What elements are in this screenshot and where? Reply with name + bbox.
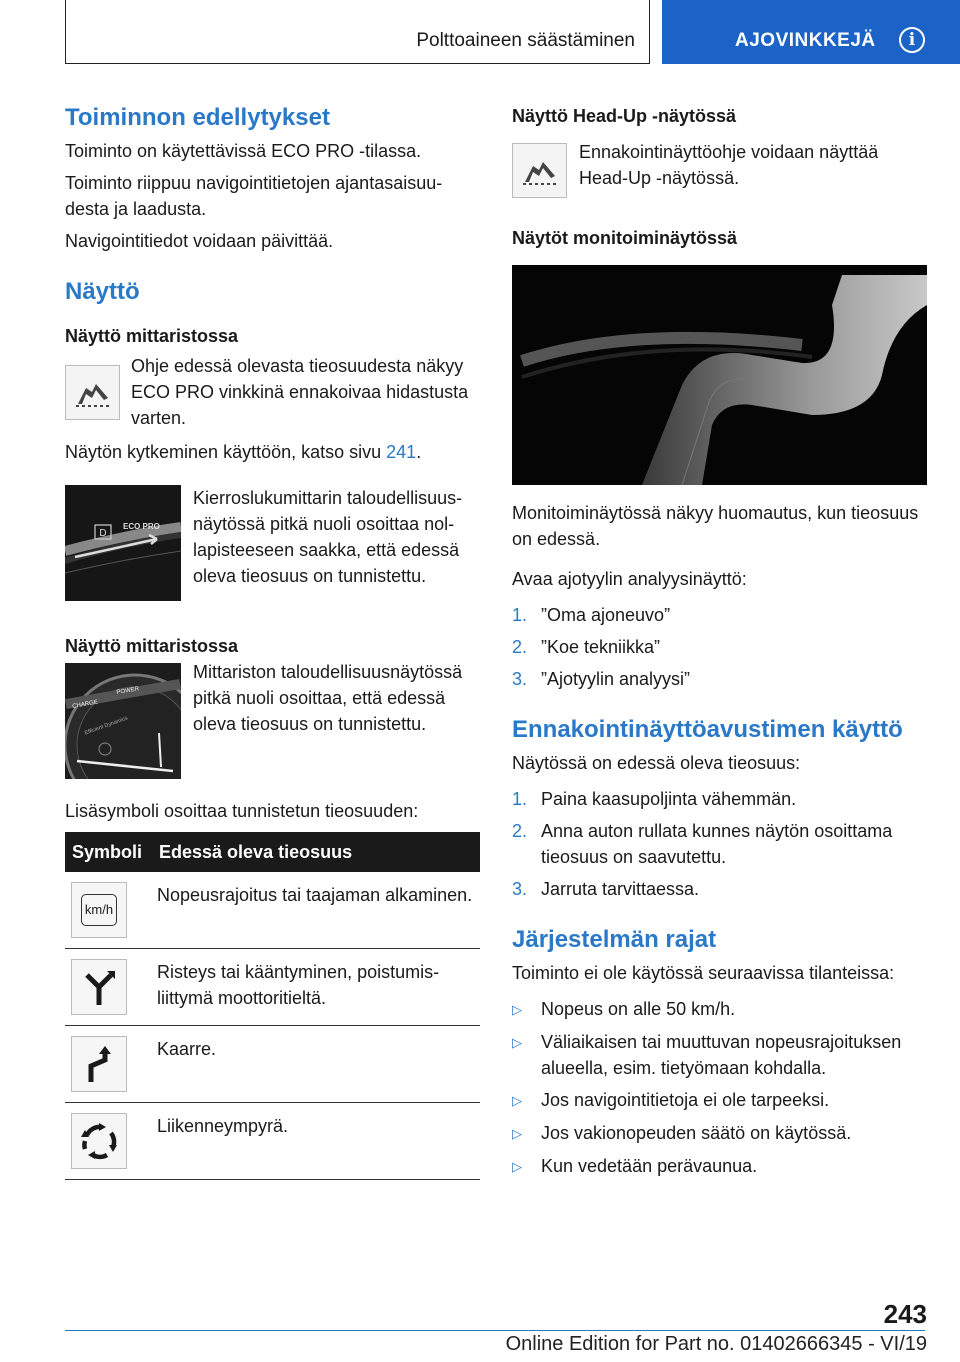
- enable-paragraph: Näytön kytkeminen käyttöön, katso sivu 241.: [65, 442, 422, 462]
- list-item: 2. ”Koe tekniikka”: [512, 637, 661, 657]
- limits-list: [512, 996, 927, 1180]
- list-item: ▷ Jos navigointitietoja ei ole tarpeeksi.: [512, 1090, 830, 1110]
- list-item: 3. Jarruta tarvittaessa.: [512, 879, 700, 899]
- table-row: [65, 1026, 480, 1103]
- table-row: [65, 872, 480, 949]
- cluster1-text: Ohje edessä olevasta tieosuudesta näkyy ECO PRO vinkkinä ennakoivaa hidastusta varten.: [131, 356, 469, 428]
- eco-pro-tip-icon: [65, 365, 120, 420]
- list-item: 3. ”Ajotyylin analyysi”: [512, 669, 691, 689]
- list-item: 2. Anna auton rullata kunnes näytön osoittama tieosuus on saavutettu.: [512, 821, 893, 867]
- table-cell-desc: Kaarre.: [157, 1026, 480, 1103]
- cluster2-text: Mittariston taloudellisuusnäytössä pitkä nuoli osoittaa, että edessä oleva tieosuus on tunnistettu.: [193, 662, 463, 734]
- list-item: ▷ Nopeus on alle 50 km/h.: [512, 999, 736, 1019]
- efficiency-gauge-row: [65, 663, 480, 784]
- heading-hud: Näyttö Head-Up -näytössä: [512, 106, 737, 126]
- hud-text: Ennakointinäyttöohje voidaan näyttää Head-Up -näytössä.: [579, 142, 879, 188]
- heading-prerequisites: Toiminnon edellytykset: [65, 104, 330, 131]
- list-item: ▷ Väliaikaisen tai muuttuvan nopeusrajoituksen alueella, esim. tietyömaan kohdalla.: [512, 1032, 902, 1078]
- gauge-charge: CHARGE: [71, 699, 99, 710]
- hud-row: [512, 139, 927, 198]
- heading-display: Näyttö: [65, 278, 140, 305]
- list-item: ▷ Kun vedetään perävaunua.: [512, 1156, 758, 1176]
- heading-limits: Järjestelmän rajat: [512, 926, 717, 953]
- paragraph: Toiminto riippuu navigointitietojen ajantasaisuudesta ja laadusta.: [65, 173, 443, 219]
- table-cell-desc: Nopeusrajoitus tai taajaman alkaminen.: [157, 872, 480, 949]
- table-row: [65, 1103, 480, 1180]
- info-icon[interactable]: i: [899, 27, 925, 53]
- page-number: 243: [883, 1299, 927, 1329]
- symbol-table: [65, 832, 480, 1180]
- table-row: [65, 949, 480, 1026]
- open-text: Avaa ajotyylin analyysinäyttö:: [512, 569, 747, 589]
- rev-counter-image: [65, 485, 181, 606]
- list-item: 1. ”Oma ajoneuvo”: [512, 605, 671, 625]
- header-section-box: [65, 0, 650, 64]
- roundabout-icon: [71, 1113, 127, 1169]
- footer-divider: [65, 1330, 925, 1331]
- table-cell-desc: Liikenneympyrä.: [157, 1103, 480, 1180]
- paragraph: Toiminto on käytettävissä ECO PRO -tilassa.: [65, 141, 422, 161]
- edition-text: Online Edition for Part no. 01402666345 - VI/19: [505, 1333, 927, 1355]
- tab-ajovinkkeja[interactable]: [662, 0, 960, 64]
- table-header-desc: Edessä oleva tieosuus: [157, 832, 480, 872]
- heading-use: Ennakointinäyttöavustimen käyttö: [512, 716, 903, 743]
- rev-label-eco: ECO PRO: [123, 522, 160, 531]
- hud-tip-icon: [512, 143, 567, 198]
- junction-icon: [71, 959, 127, 1015]
- right-column: [512, 100, 927, 1180]
- list-item: 1. Paina kaasupoljinta vähemmän.: [512, 789, 797, 809]
- efficiency-gauge-image: [65, 663, 181, 784]
- rev-counter-text: Kierroslukumittarin taloudellisuusnäytössä pitkä nuoli osoittaa nollapisteeseen saakka, että edessä oleva tieosuus on tunnistettu.: [193, 488, 463, 586]
- rev-counter-row: [65, 485, 480, 606]
- left-column: [65, 100, 480, 1180]
- tab-label: AJOVINKKEJÄ: [735, 30, 876, 51]
- use-steps-list: [512, 786, 927, 902]
- rev-label-d: D: [99, 528, 107, 539]
- page-link-241[interactable]: 241: [386, 442, 417, 462]
- subheading-cluster-2: Näyttö mittaristossa: [65, 636, 239, 656]
- eco-pro-note-row: [65, 353, 480, 431]
- use-intro: Näytössä on edessä oleva tieosuus:: [512, 753, 801, 773]
- open-steps-list: [512, 602, 927, 692]
- list-item: ▷ Jos vakionopeuden säätö on käytössä.: [512, 1123, 852, 1143]
- speed-limit-icon: km/h: [71, 882, 127, 938]
- curve-icon: [71, 1036, 127, 1092]
- gauge-efficient: Efficient Dynamics: [84, 715, 129, 737]
- table-cell-desc: Risteys tai kääntyminen, poistumisliittymä moottoritieltä.: [157, 949, 480, 1026]
- heading-multi: Näytöt monitoiminäytössä: [512, 228, 738, 248]
- section-title: Polttoaineen säästäminen: [416, 30, 635, 51]
- limits-intro: Toiminto ei ole käytössä seuraavissa tilanteissa:: [512, 963, 895, 983]
- subheading-cluster: Näyttö mittaristossa: [65, 326, 239, 346]
- paragraph: Navigointitiedot voidaan päivittää.: [65, 231, 334, 251]
- table-header-symbol: Symboli: [65, 832, 157, 872]
- extra-symbol-text: Lisäsymboli osoittaa tunnistetun tieosuuden:: [65, 801, 419, 821]
- multi-display-image: [512, 265, 927, 490]
- multi-text: Monitoiminäytössä näkyy huomautus, kun tieosuus on edessä.: [512, 503, 919, 549]
- gauge-power: POWER: [116, 686, 140, 697]
